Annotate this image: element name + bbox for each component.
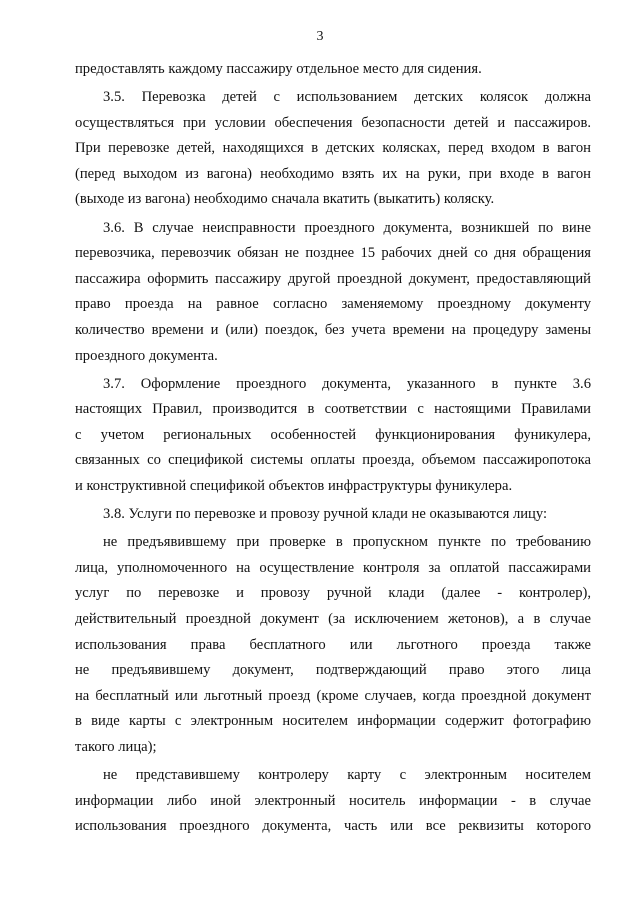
body-text	[75, 57, 591, 840]
paragraph-3-5	[75, 85, 591, 213]
text-line: и конструктивной спецификой объектов инфраструктуры фуникулера.	[75, 478, 513, 494]
text-line: такого лица);	[75, 738, 157, 755]
text-line: использования проездного документа, часть или все реквизиты которого	[75, 818, 591, 835]
text-line: 3.8. Услуги по перевозке и провозу ручной клади не оказываются лицу:	[103, 506, 548, 523]
text-line: пассажира оформить пассажиру другой проездной документ, предоставляющий	[75, 270, 591, 287]
text-line: 3.6. В случае неисправности проездного документа, возникшей по вине	[103, 219, 591, 236]
text-line: настоящих Правил, производится в соответствии с настоящими Правилами	[75, 401, 591, 418]
text-line: услуг по перевозке и провозу ручной клади (далее - контролер),	[75, 585, 591, 602]
text-line: право проезда на равное согласно заменяемому проездному документу	[75, 296, 591, 313]
text-line: связанных со спецификой системы оплаты проезда, объемом пассажиропотока	[75, 452, 591, 469]
paragraph-3-8	[75, 502, 591, 528]
text-line: (выходе из вагона) необходимо сначала вкатить (выкатить) коляску.	[75, 191, 495, 208]
paragraph-not-presented-ticket	[75, 530, 591, 760]
paragraph-not-presented-card	[75, 763, 591, 840]
text-line: количество времени и (или) поездок, без учета времени на процедуру замены	[75, 321, 591, 338]
text-line: лица, уполномоченного на осуществление контроля за оплатой пассажирами	[75, 559, 591, 576]
text-line: 3.7. Оформление проездного документа, указанного в пункте 3.6	[103, 375, 591, 392]
text-line: При перевозке детей, находящихся в детских колясках, перед входом в вагон	[75, 140, 591, 157]
text-line: не предъявившему документ, подтверждающий право этого лица	[75, 662, 591, 679]
text-line: действительный проездной документ (за исключением жетонов), а в случае	[75, 610, 591, 627]
text-line: (перед выходом из вагона) необходимо взять их на руки, при входе в вагон	[75, 165, 591, 182]
text-line: 3.5. Перевозка детей с использованием детских колясок должна	[103, 89, 591, 106]
paragraph-continuation	[75, 57, 591, 83]
paragraph-3-7	[75, 372, 591, 500]
text-line: использования права бесплатного или льготного проезда также	[75, 636, 591, 653]
text-line: в виде карты с электронным носителем информации содержит фотографию	[75, 713, 591, 730]
text-line: осуществляться при условии обеспечения безопасности детей и пассажиров.	[75, 114, 591, 131]
text-line: информации либо иной электронный носитель информации - в случае	[75, 792, 591, 809]
text-line: на бесплатный или льготный проезд (кроме случаев, когда проездной документ	[75, 687, 591, 704]
text-line: с учетом региональных особенностей функционирования фуникулера,	[75, 426, 591, 443]
text-line: не предъявившему при проверке в пропускном пункте по требованию	[103, 534, 591, 551]
text-line: проездного документа.	[75, 347, 218, 364]
page-number: 3	[316, 29, 324, 44]
text-line: предоставлять каждому пассажиру отдельное место для сидения.	[75, 61, 482, 77]
text-line: не представившему контролеру карту с электронным носителем	[103, 767, 591, 784]
paragraph-3-6	[75, 216, 591, 370]
text-line: перевозчика, перевозчик обязан не позднее 15 рабочих дней со дня обращения	[75, 245, 591, 262]
